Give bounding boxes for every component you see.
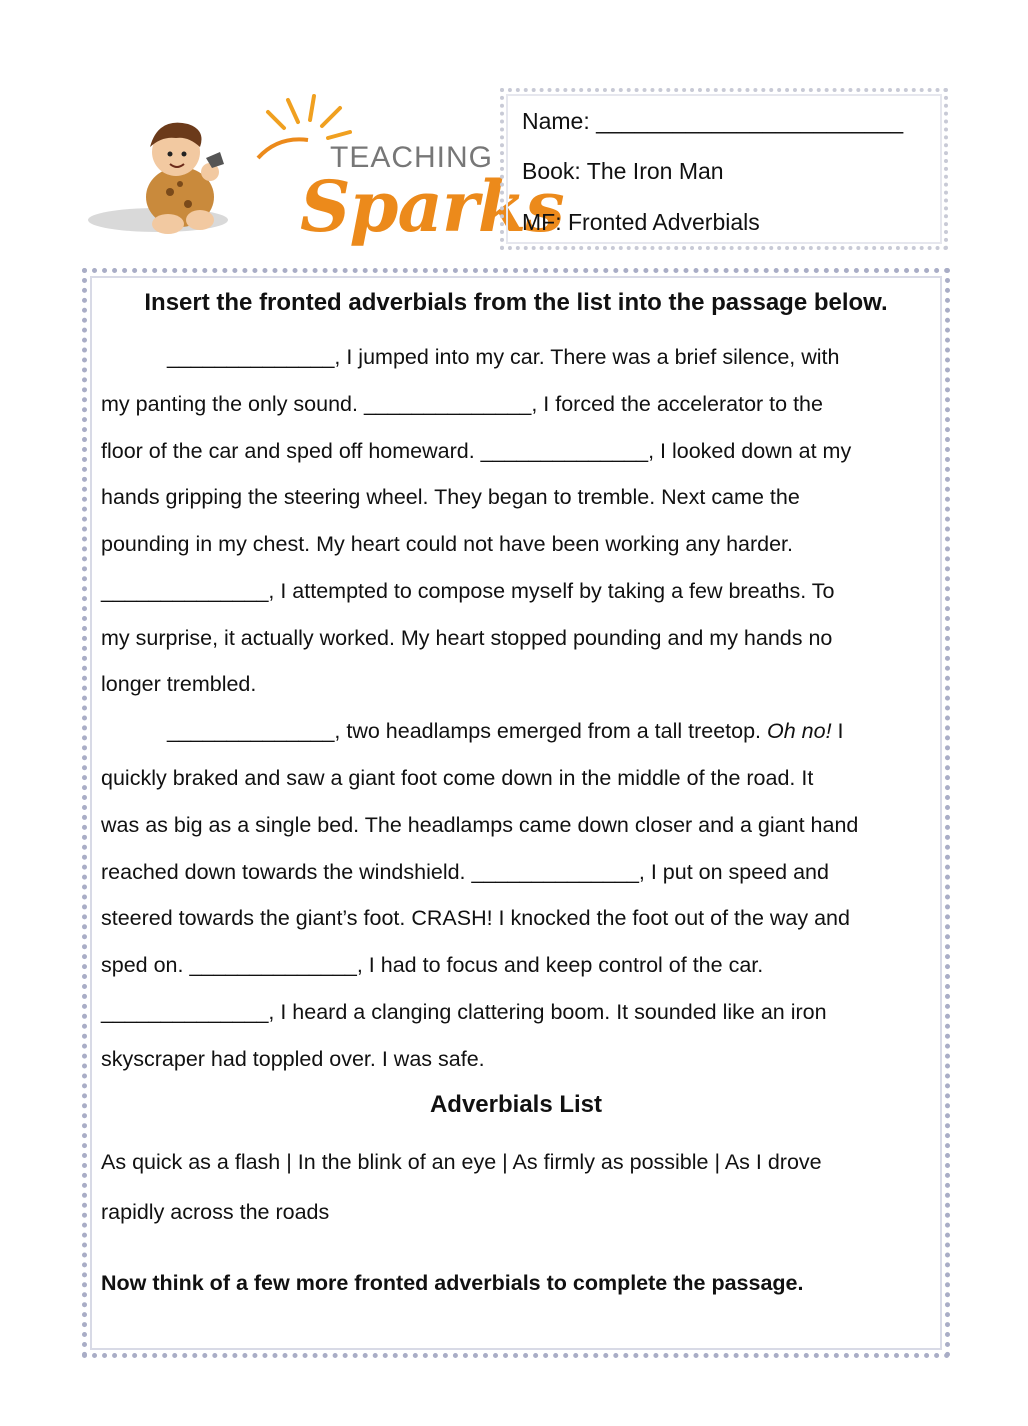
- instruction-heading: Insert the fronted adverbials from the list into the passage below.: [144, 289, 888, 316]
- passage-line: longer trembled.: [101, 672, 257, 696]
- logo-small-text: TEACHING: [330, 141, 494, 174]
- passage-line: sped on. ______________, I had to focus and keep control of the car.: [101, 953, 764, 977]
- passage-line: reached down towards the windshield. ______________, I put on speed and: [101, 860, 829, 884]
- passage-italic-text: Oh no!: [767, 719, 832, 743]
- passage-line: ______________, I jumped into my car. There was a brief silence, with: [167, 345, 840, 369]
- passage-text: I: [831, 719, 844, 743]
- passage-line: my surprise, it actually worked. My heart stopped pounding and my hands no: [101, 626, 833, 650]
- worksheet-box: [82, 268, 950, 1358]
- name-field-label: Name: ________________________: [522, 108, 904, 134]
- logo-big-text: Sparks: [300, 165, 564, 248]
- passage-line: skyscraper had toppled over. I was safe.: [101, 1047, 485, 1071]
- passage-line: [167, 719, 844, 744]
- passage-line: hands gripping the steering wheel. They began to tremble. Next came the: [101, 485, 800, 509]
- passage-line: was as big as a single bed. The headlamps came down closer and a giant hand: [101, 813, 859, 837]
- passage-line: my panting the only sound. ______________, I forced the accelerator to the: [101, 392, 823, 416]
- mf-label: MF: Fronted Adverbials: [522, 209, 760, 235]
- passage-line: steered towards the giant’s foot. CRASH! I knocked the foot out of the way and: [101, 906, 850, 930]
- passage-line: quickly braked and saw a giant foot come down in the middle of the road. It: [101, 766, 814, 790]
- student-info-box: [500, 88, 948, 250]
- passage-line: floor of the car and sped off homeward. ______________, I looked down at my: [101, 439, 852, 463]
- passage-line: ______________, I heard a clanging clattering boom. It sounded like an iron: [101, 1000, 827, 1024]
- final-instruction: Now think of a few more fronted adverbials to complete the passage.: [101, 1271, 804, 1295]
- passage-line: pounding in my chest. My heart could not have been working any harder.: [101, 532, 793, 556]
- adverbials-list-line: rapidly across the roads: [101, 1200, 330, 1224]
- adverbials-list-title: Adverbials List: [429, 1091, 603, 1118]
- passage-line: ______________, I attempted to compose myself by taking a few breaths. To: [101, 579, 835, 603]
- book-label: Book: The Iron Man: [522, 158, 724, 184]
- passage-text: ______________, two headlamps emerged from a tall treetop.: [167, 719, 762, 743]
- adverbials-list-line: As quick as a flash | In the blink of an eye | As firmly as possible | As I drove: [101, 1150, 822, 1174]
